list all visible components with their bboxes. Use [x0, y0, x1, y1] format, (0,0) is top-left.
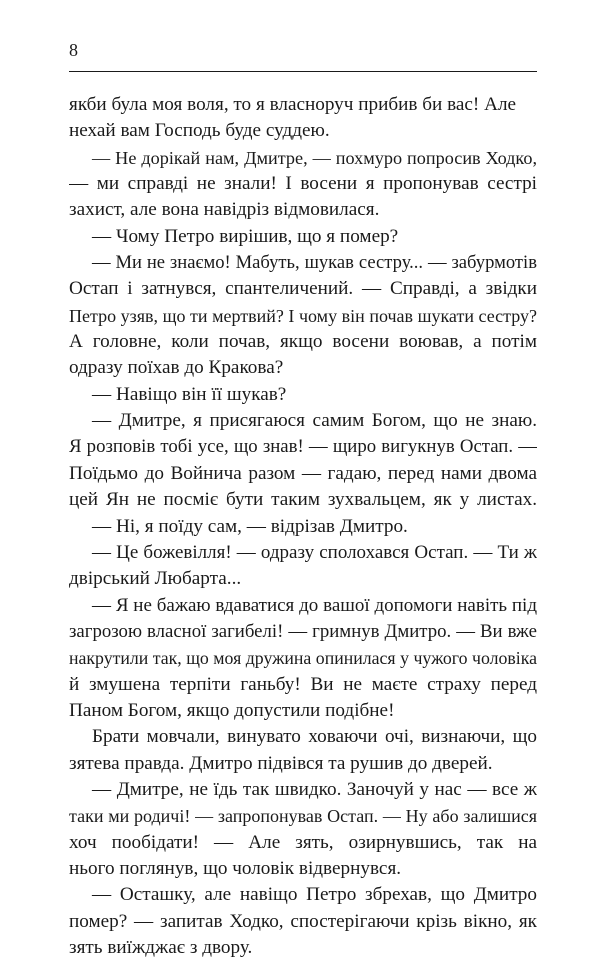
page-text	[69, 92, 537, 961]
text-line: Я розповів тобі усе, що знав! — щиро вигукнув Остап. —	[69, 436, 537, 458]
text-line: А головне, коли почав, якщо восени воював, а потім	[69, 331, 537, 353]
text-line: Остап і затнувся, спантеличений. — Справді, а звідки	[69, 278, 537, 300]
text-line: таки ми родичі! — запропонував Остап. — Ну або залишися	[69, 806, 537, 827]
text-line: хоч пообідати! — Але зять, озирнувшись, так на	[69, 831, 537, 853]
text-line: Петро узяв, що ти мертвий? І чому він почав шукати сестру?	[69, 305, 537, 326]
text-line: захист, але вона навідріз відмовилася.	[69, 199, 380, 221]
text-line: Брати мовчали, винувато ховаючи очі, визнаючи, що	[92, 726, 537, 748]
text-line: — Я не бажаю вдаватися до вашої допомоги навіть під	[92, 594, 537, 616]
text-line: — ми справді не знали! І восени я пропонував сестрі	[69, 173, 537, 195]
text-line: нехай вам Господь буде суддею.	[69, 120, 330, 142]
text-line: якби була моя воля, то я власноруч прибив би вас! Але	[69, 94, 517, 115]
text-line: — Дмитре, я присягаюся самим Богом, що не знаю.	[92, 410, 537, 432]
text-line: нього поглянув, що чоловік відвернувся.	[69, 857, 402, 879]
text-line: — Ми не знаємо! Мабуть, шукав сестру... — забурмотів	[92, 252, 537, 274]
header-rule	[69, 71, 537, 72]
text-line: Поїдьмо до Войнича разом — гадаю, перед нами двома	[69, 462, 537, 484]
text-line: — Навіщо він її шукав?	[92, 383, 287, 405]
text-line: — Ні, я поїду сам, — відрізав Дмитро.	[92, 515, 408, 537]
text-line: — Це божевілля! — одразу сполохався Остап. — Ти ж	[92, 541, 537, 563]
text-line: зять виїжджає з двору.	[69, 937, 253, 958]
text-line: — Не дорікай нам, Дмитре, — похмуро попросив Ходко,	[92, 147, 537, 168]
text-line: двірський Любарта...	[69, 568, 242, 590]
text-line: — Осташку, але навіщо Петро збрехав, що Дмитро	[92, 884, 537, 906]
text-line: помер? — запитав Ходко, спостерігаючи крізь вікно, як	[69, 910, 537, 932]
text-line: — Дмитре, не їдь так швидко. Заночуй у нас — все ж	[92, 778, 537, 800]
page-number: 8	[69, 40, 78, 60]
text-line: цей Ян не посміє бути таким зухвальцем, як у листах.	[69, 489, 537, 511]
text-line: одразу поїхав до Кракова?	[69, 357, 284, 379]
text-line: накрутили так, що моя дружина опинилася у чужого чоловіка	[69, 648, 537, 669]
text-line: — Чому Петро вирішив, що я помер?	[92, 225, 399, 247]
text-line: загрозою власної загибелі! — гримнув Дмитро. — Ви вже	[69, 620, 537, 642]
text-line: Паном Богом, якщо допустили подібне!	[69, 699, 395, 721]
text-line: зятева правда. Дмитро підвівся та рушив до дверей.	[69, 752, 493, 774]
text-line: й змушена терпіти ганьбу! Ви не маєте страху перед	[69, 673, 537, 695]
